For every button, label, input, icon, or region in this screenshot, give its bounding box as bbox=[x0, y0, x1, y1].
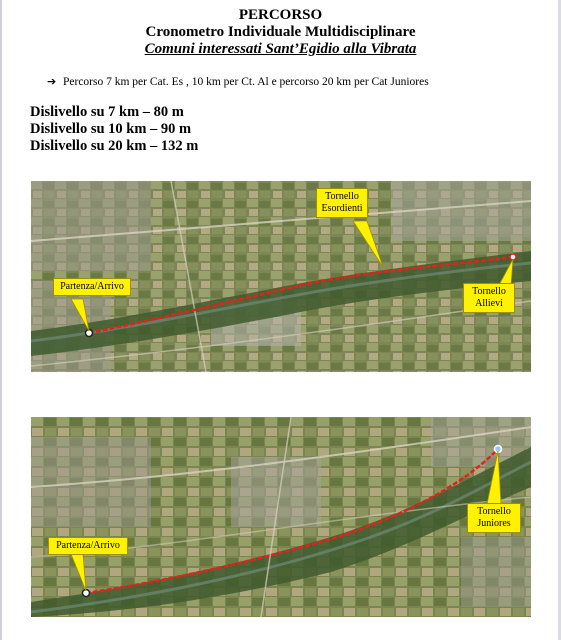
label-tornello-allievi: Tornello Allievi bbox=[463, 283, 515, 313]
page-subtitle: Cronometro Individuale Multidisciplinare bbox=[145, 24, 416, 40]
arrow-right-icon: ➔ bbox=[47, 75, 57, 88]
elevation-line-10km: Dislivello su 10 km – 90 m bbox=[30, 121, 192, 137]
route-map-20km bbox=[31, 417, 531, 617]
label-start-finish: Partenza/Arrivo bbox=[48, 537, 128, 555]
callout-pointers bbox=[31, 181, 531, 372]
elevation-line-20km: Dislivello su 20 km – 132 m bbox=[30, 138, 199, 154]
route-note-text: Percorso 7 km per Cat. Es , 10 km per Ct. Al e percorso 20 km per Cat Juniores bbox=[63, 76, 429, 88]
callout-pointers bbox=[31, 417, 531, 617]
label-start-finish: Partenza/Arrivo bbox=[53, 278, 131, 296]
label-tornello-juniores: Tornello Juniores bbox=[467, 503, 521, 533]
page-title: PERCORSO bbox=[238, 7, 323, 23]
page-border-left bbox=[0, 0, 2, 640]
label-tornello-esordienti: Tornello Esordienti bbox=[316, 188, 368, 218]
route-map-7-10km bbox=[31, 181, 531, 372]
communes-heading: Comuni interessati Sant’Egidio alla Vibrata bbox=[144, 41, 417, 57]
route-note bbox=[47, 75, 429, 88]
elevation-line-7km: Dislivello su 7 km – 80 m bbox=[30, 104, 184, 120]
